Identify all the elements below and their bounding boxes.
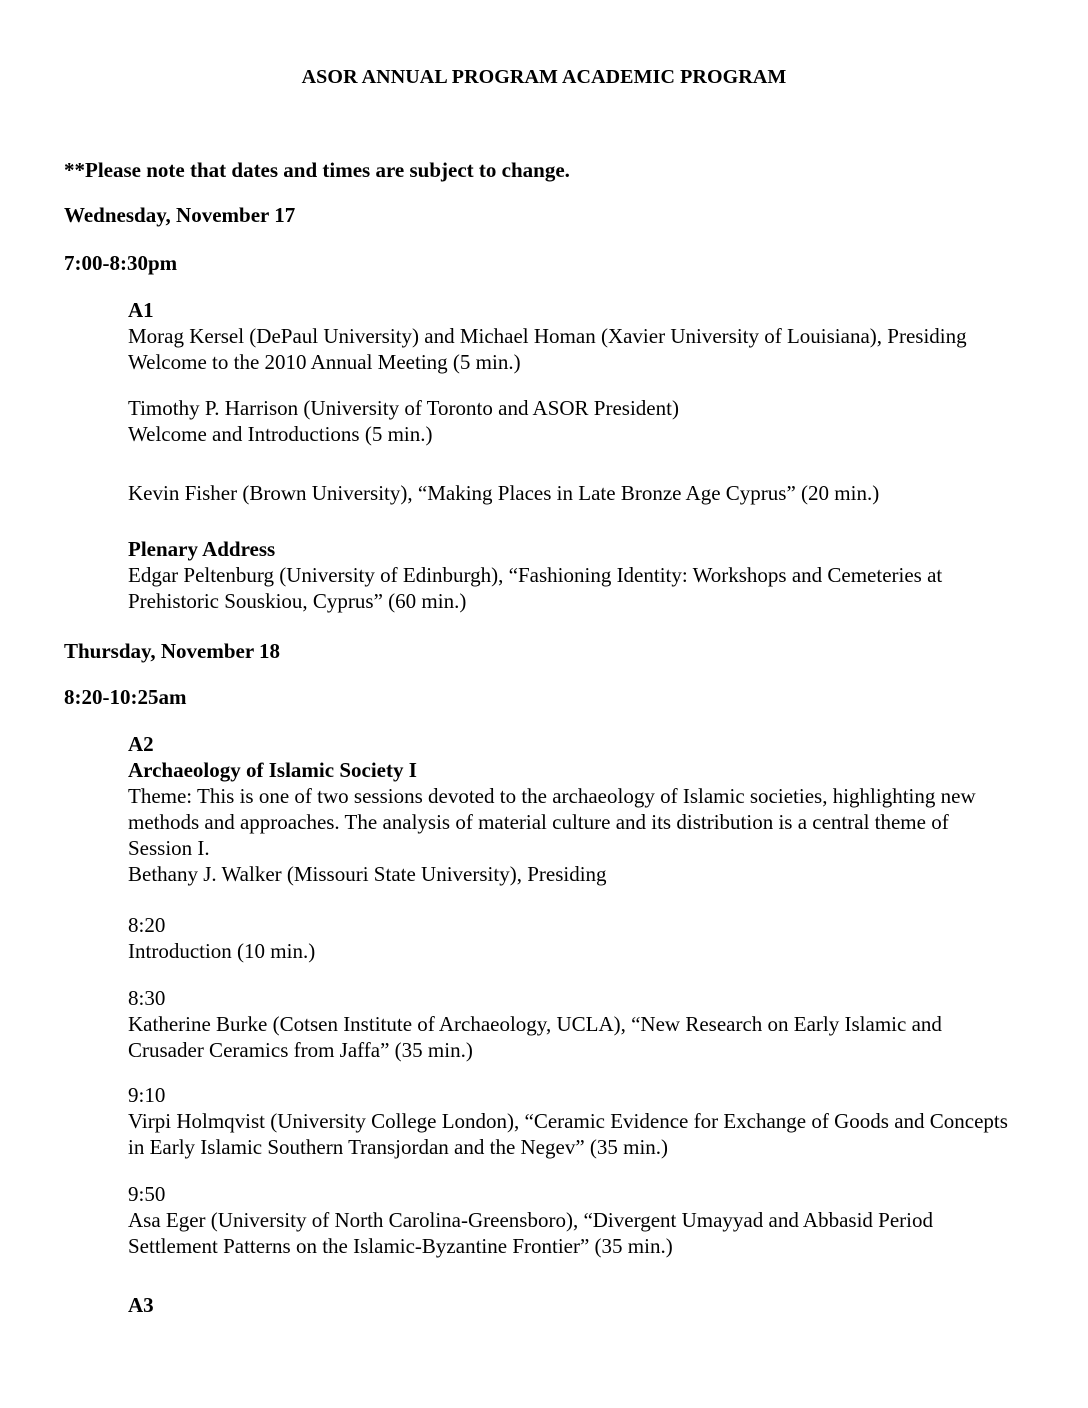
plenary-speaker-line: Edgar Peltenburg (University of Edinburgh), “Fashioning Identity: Workshops and Cemeteries at [128,563,943,587]
talk-time: 9:10 [128,1083,166,1107]
next-session-id: A3 [128,1293,154,1317]
speaker-line: Kevin Fisher (Brown University), “Making Places in Late Bronze Age Cyprus” (20 min.) [128,481,880,505]
session-title: Archaeology of Islamic Society I [128,758,417,782]
day-heading-wednesday: Wednesday, November 17 [64,203,296,227]
talk-time: 8:30 [128,986,166,1010]
talk-line: Introduction (10 min.) [128,939,316,963]
talk-line: Virpi Holmqvist (University College London), “Ceramic Evidence for Exchange of Goods and Concepts [128,1109,1008,1133]
talk-entry [128,912,1028,964]
theme-line: Session I. [128,836,210,860]
plenary-speaker-line-cont: Prehistoric Souskiou, Cyprus” (60 min.) [128,589,467,613]
day-heading-thursday: Thursday, November 18 [64,639,281,663]
talk-entry [128,1082,1028,1160]
talk-entry [128,1181,1028,1259]
talk-time: 9:50 [128,1182,166,1206]
plenary-heading: Plenary Address [128,537,276,561]
talk-line: Asa Eger (University of North Carolina-Greensboro), “Divergent Umayyad and Abbasid Period [128,1208,933,1232]
talk-line-cont: Settlement Patterns on the Islamic-Byzantine Frontier” (35 min.) [128,1234,673,1258]
speaker-line: Timothy P. Harrison (University of Toronto and ASOR President) [128,396,679,420]
fisher-entry [128,480,1028,506]
plenary-address [128,536,1028,614]
theme-line: methods and approaches. The analysis of material culture and its distribution is a central theme of [128,810,949,834]
time-slot-heading: 7:00-8:30pm [64,251,178,275]
talk-time: 8:20 [128,913,166,937]
session-a1 [128,297,1028,375]
welcome-line: Welcome to the 2010 Annual Meeting (5 min.) [128,350,521,374]
presiding-line: Bethany J. Walker (Missouri State University), Presiding [128,862,607,886]
talk-line-cont: in Early Islamic Southern Transjordan and the Negev” (35 min.) [128,1135,669,1159]
talk-description: Welcome and Introductions (5 min.) [128,422,433,446]
harrison-entry [128,395,1028,447]
talk-line-cont: Crusader Ceramics from Jaffa” (35 min.) [128,1038,473,1062]
presiding-line: Morag Kersel (DePaul University) and Michael Homan (Xavier University of Louisiana), Presiding [128,324,967,348]
session-a2 [128,731,1028,887]
schedule-note: **Please note that dates and times are subject to change. [64,158,570,182]
talk-line: Katherine Burke (Cotsen Institute of Archaeology, UCLA), “New Research on Early Islamic and [128,1012,942,1036]
session-id: A1 [128,298,154,322]
theme-line: Theme: This is one of two sessions devoted to the archaeology of Islamic societies, highlighting new [128,784,976,808]
talk-entry [128,985,1028,1063]
page-title: ASOR ANNUAL PROGRAM ACADEMIC PROGRAM [301,66,787,88]
time-slot-heading: 8:20-10:25am [64,685,187,709]
session-id: A2 [128,732,154,756]
